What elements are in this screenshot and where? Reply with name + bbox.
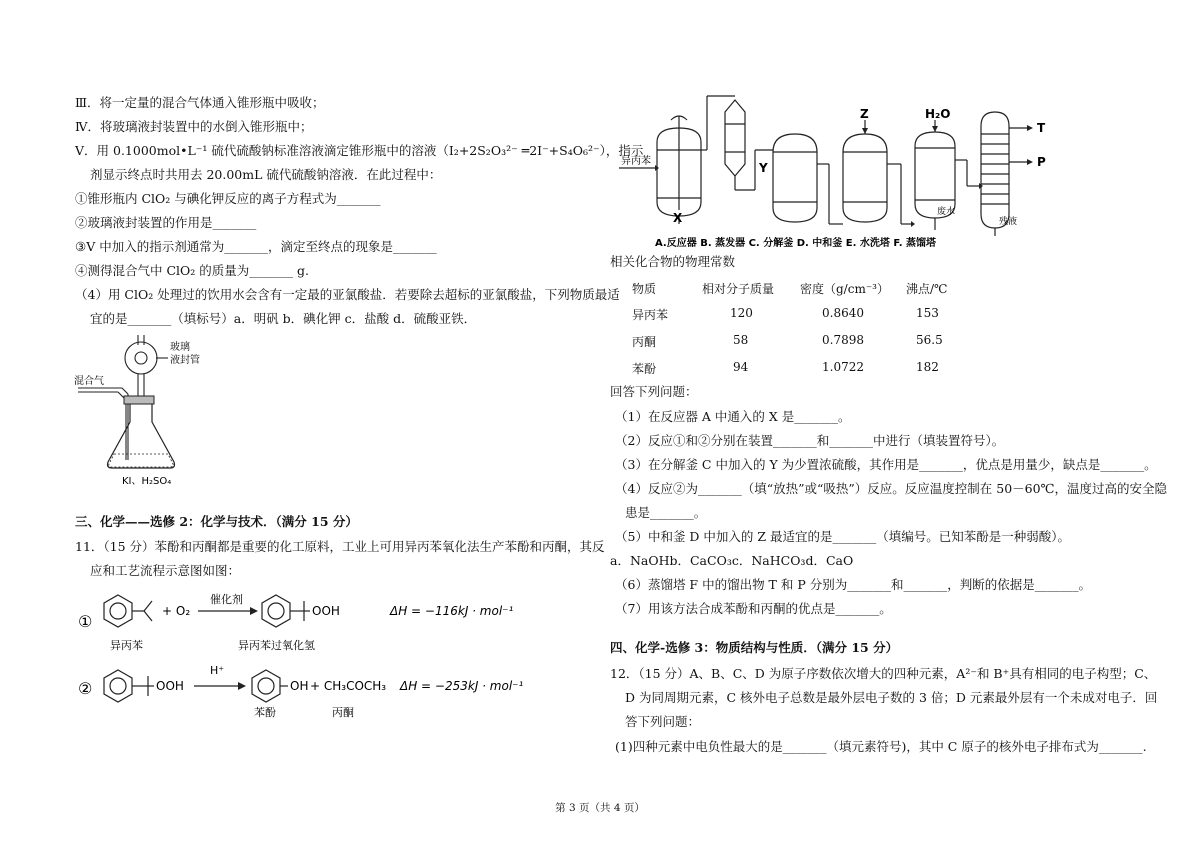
- arrow-head-icon: [862, 128, 868, 134]
- question-12: 12．（15 分）A、B、C、D 为原子序数依次增大的四种元素，A²⁻和 B⁺具有相同的电子构型；C、: [610, 666, 1157, 681]
- question-12-1: (1)四种元素中电负性最大的是_______（填元素符号)，其中 C 原子的核外电子排布式为_______.: [615, 739, 1147, 754]
- acetone-name: 丙酮: [332, 706, 354, 719]
- catalyst-label: 催化剂: [210, 593, 243, 606]
- liquid-seal-tube: [125, 335, 168, 398]
- label-solution: KI、H₂SO₄: [122, 476, 172, 487]
- reaction-2: [70, 660, 580, 720]
- reactor-a: [657, 116, 701, 224]
- answer-prompt: 回答下列问题：: [610, 384, 698, 399]
- question-12-cont-1: D 为同周期元素，C 核外电子总数是最外层电子数的 3 倍；D 元素最外层有一个未成对电子．回: [625, 690, 1158, 705]
- page-footer: 第 3 页（共 4 页）: [555, 802, 645, 814]
- cumene-name: 异丙苯: [110, 639, 143, 652]
- decomposer-c: [773, 134, 817, 222]
- label-residue: 残液: [999, 217, 1018, 227]
- label-waste-water: 废水: [937, 207, 956, 217]
- benzene-ring-icon: [104, 670, 154, 702]
- question-11-cont: 应和工艺流程示意图如图：: [90, 563, 241, 578]
- enthalpy-1: ΔH = −116kJ · mol⁻¹: [390, 604, 514, 618]
- question-4-cont: 宜的是_______（填标号）a．明矾 b．碘化钾 c．盐酸 d．硫酸亚铁．: [90, 311, 477, 326]
- flask-liquid: [109, 454, 173, 467]
- step-5: Ⅴ．用 0.1000mol•L⁻¹ 硫代硫酸钠标准溶液滴定锥形瓶中的溶液（I₂+2S₂O₃²⁻ ═2I⁻+S₄O₆²⁻），指示: [75, 143, 644, 158]
- benzene-ring-icon: [104, 595, 152, 627]
- arrow-head-icon: [911, 221, 915, 227]
- table-header: 密度（g/cm⁻³）: [800, 282, 889, 296]
- arrow-head-icon: [1027, 159, 1033, 165]
- question-11-3: （3）在分解釜 C 中加入的 Y 为少置浓硫酸，其作用是_______，优点是用量少，缺点是_______。: [615, 457, 1157, 472]
- neutralizer-d: [843, 120, 887, 222]
- ooh-group: OOH: [312, 604, 340, 618]
- label-y: Y: [759, 161, 768, 175]
- question-12-cont-2: 答下列问题：: [625, 714, 701, 729]
- plus-o2: + O₂: [162, 604, 191, 618]
- table-cell: 异丙苯: [632, 308, 669, 322]
- table-header: 沸点/℃: [906, 282, 948, 296]
- enthalpy-2: ΔH = −253kJ · mol⁻¹: [400, 679, 524, 693]
- conical-flask: [108, 404, 175, 468]
- benzene-ring-icon: [262, 595, 310, 627]
- table-header: 物质: [632, 282, 657, 296]
- question-11: 11．（15 分）苯酚和丙酮都是重要的化工原料，工业上可用异丙苯氧化法生产苯酚和丙酮，其反: [75, 539, 605, 554]
- sub-question-4: ④测得混合气中 ClO₂ 的质量为_______ g.: [75, 263, 309, 278]
- sub-question-2: ②玻璃液封装置的作用是_______: [75, 215, 257, 230]
- cumene-hydroperoxide-name: 异丙苯过氧化氢: [238, 639, 315, 652]
- label-x: X: [673, 211, 683, 225]
- benzene-ring-icon: [252, 670, 288, 702]
- question-11-1: （1）在反应器 A 中通入的 X 是_______。: [615, 409, 851, 424]
- table-cell: 56.5: [916, 333, 943, 347]
- label-t: T: [1037, 121, 1046, 135]
- section-3-title: 三、化学——选修 2：化学与技术．（满分 15 分）: [75, 514, 358, 529]
- feed-label: 异丙苯: [621, 156, 651, 167]
- arrow-head-icon: [238, 682, 246, 690]
- question-11-6: （6）蒸馏塔 F 中的馏出物 T 和 P 分别为_______和_______，判断的依据是_______。: [615, 577, 1091, 592]
- table-cell: 1.0722: [822, 360, 864, 374]
- reaction-1: [70, 585, 580, 655]
- table-cell: 0.8640: [822, 306, 864, 320]
- process-flow-diagram: [615, 90, 1055, 250]
- question-11-5-options: a．NaOHb．CaCO₃c．NaHCO₃d．CaO: [610, 553, 854, 568]
- label-gas: 混合气: [74, 376, 104, 387]
- step-3: Ⅲ．将一定量的混合气体通入锥形瓶中吸收；: [75, 95, 325, 110]
- flow-caption: A.反应器 B. 蒸发器 C. 分解釜 D. 中和釜 E. 水洗塔 F. 蒸馏塔: [655, 238, 936, 249]
- ooh-group-2: OOH: [156, 679, 184, 693]
- table-cell: 94: [733, 360, 749, 374]
- sub-question-3: ③V 中加入的指示剂通常为_______，滴定至终点的现象是_______: [75, 239, 437, 254]
- question-4: （4）用 ClO₂ 处理过的饮用水会含有一定最的亚氯酸盐．若要除去超标的亚氯酸盐，下列物质最适: [75, 287, 620, 302]
- question-11-2: （2）反应①和②分别在装置_______和_______中进行（填装置符号）。: [615, 433, 1005, 448]
- sub-question-1: ①锥形瓶内 ClO₂ 与碘化钾反应的离子方程式为_______: [75, 191, 381, 206]
- section-4-title: 四、化学-选修 3：物质结构与性质．（满分 15 分）: [610, 640, 899, 655]
- evaporator-b: [725, 100, 745, 190]
- question-11-4-cont: 患是_______。: [625, 505, 707, 520]
- reaction-1-number: ①: [78, 612, 93, 631]
- reaction-2-number: ②: [78, 679, 93, 698]
- table-cell: 153: [916, 306, 939, 320]
- table-cell: 丙酮: [632, 335, 657, 349]
- question-11-4: （4）反应②为_______（填“放热”或“吸热”）反应。反应温度控制在 50－60℃，温度过高的安全隐: [615, 481, 1168, 496]
- arrow-head-icon: [250, 607, 258, 615]
- question-11-7: （7）用该方法合成苯酚和丙酮的优点是_______。: [615, 601, 892, 616]
- arrow-head-icon: [1027, 125, 1033, 131]
- label-h2o: H₂O: [925, 107, 951, 121]
- acetone-formula: + CH₃COCH₃: [310, 679, 387, 693]
- label-glass: 玻璃: [170, 342, 190, 353]
- table-cell: 苯酚: [632, 362, 657, 376]
- acid-catalyst: H⁺: [210, 664, 225, 677]
- step-4: Ⅳ．将玻璃液封装置中的水倒入锥形瓶中；: [75, 119, 313, 134]
- table-cell: 0.7898: [822, 333, 864, 347]
- stopper: [124, 396, 154, 404]
- table-header: 相对分子质量: [702, 282, 775, 296]
- table-cell: 58: [733, 333, 749, 347]
- label-seal: 液封管: [170, 355, 200, 366]
- table-title: 相关化合物的物理常数: [610, 254, 736, 269]
- label-z: Z: [860, 107, 869, 121]
- table-cell: 120: [730, 306, 753, 320]
- inlet-tube: [78, 388, 128, 460]
- table-cell: 182: [916, 360, 939, 374]
- phenol-name: 苯酚: [254, 706, 276, 719]
- question-11-5: （5）中和釜 D 中加入的 Z 最适宜的是_______（填编号。已知苯酚是一种弱酸）。: [615, 529, 1071, 544]
- label-p: P: [1037, 155, 1046, 169]
- arrow-head-icon: [932, 126, 938, 132]
- oh-group: OH: [290, 679, 309, 693]
- step-5-cont: 剂显示终点时共用去 20.00mL 硫代硫酸钠溶液．在此过程中：: [90, 167, 442, 182]
- apparatus-figure: [70, 330, 220, 490]
